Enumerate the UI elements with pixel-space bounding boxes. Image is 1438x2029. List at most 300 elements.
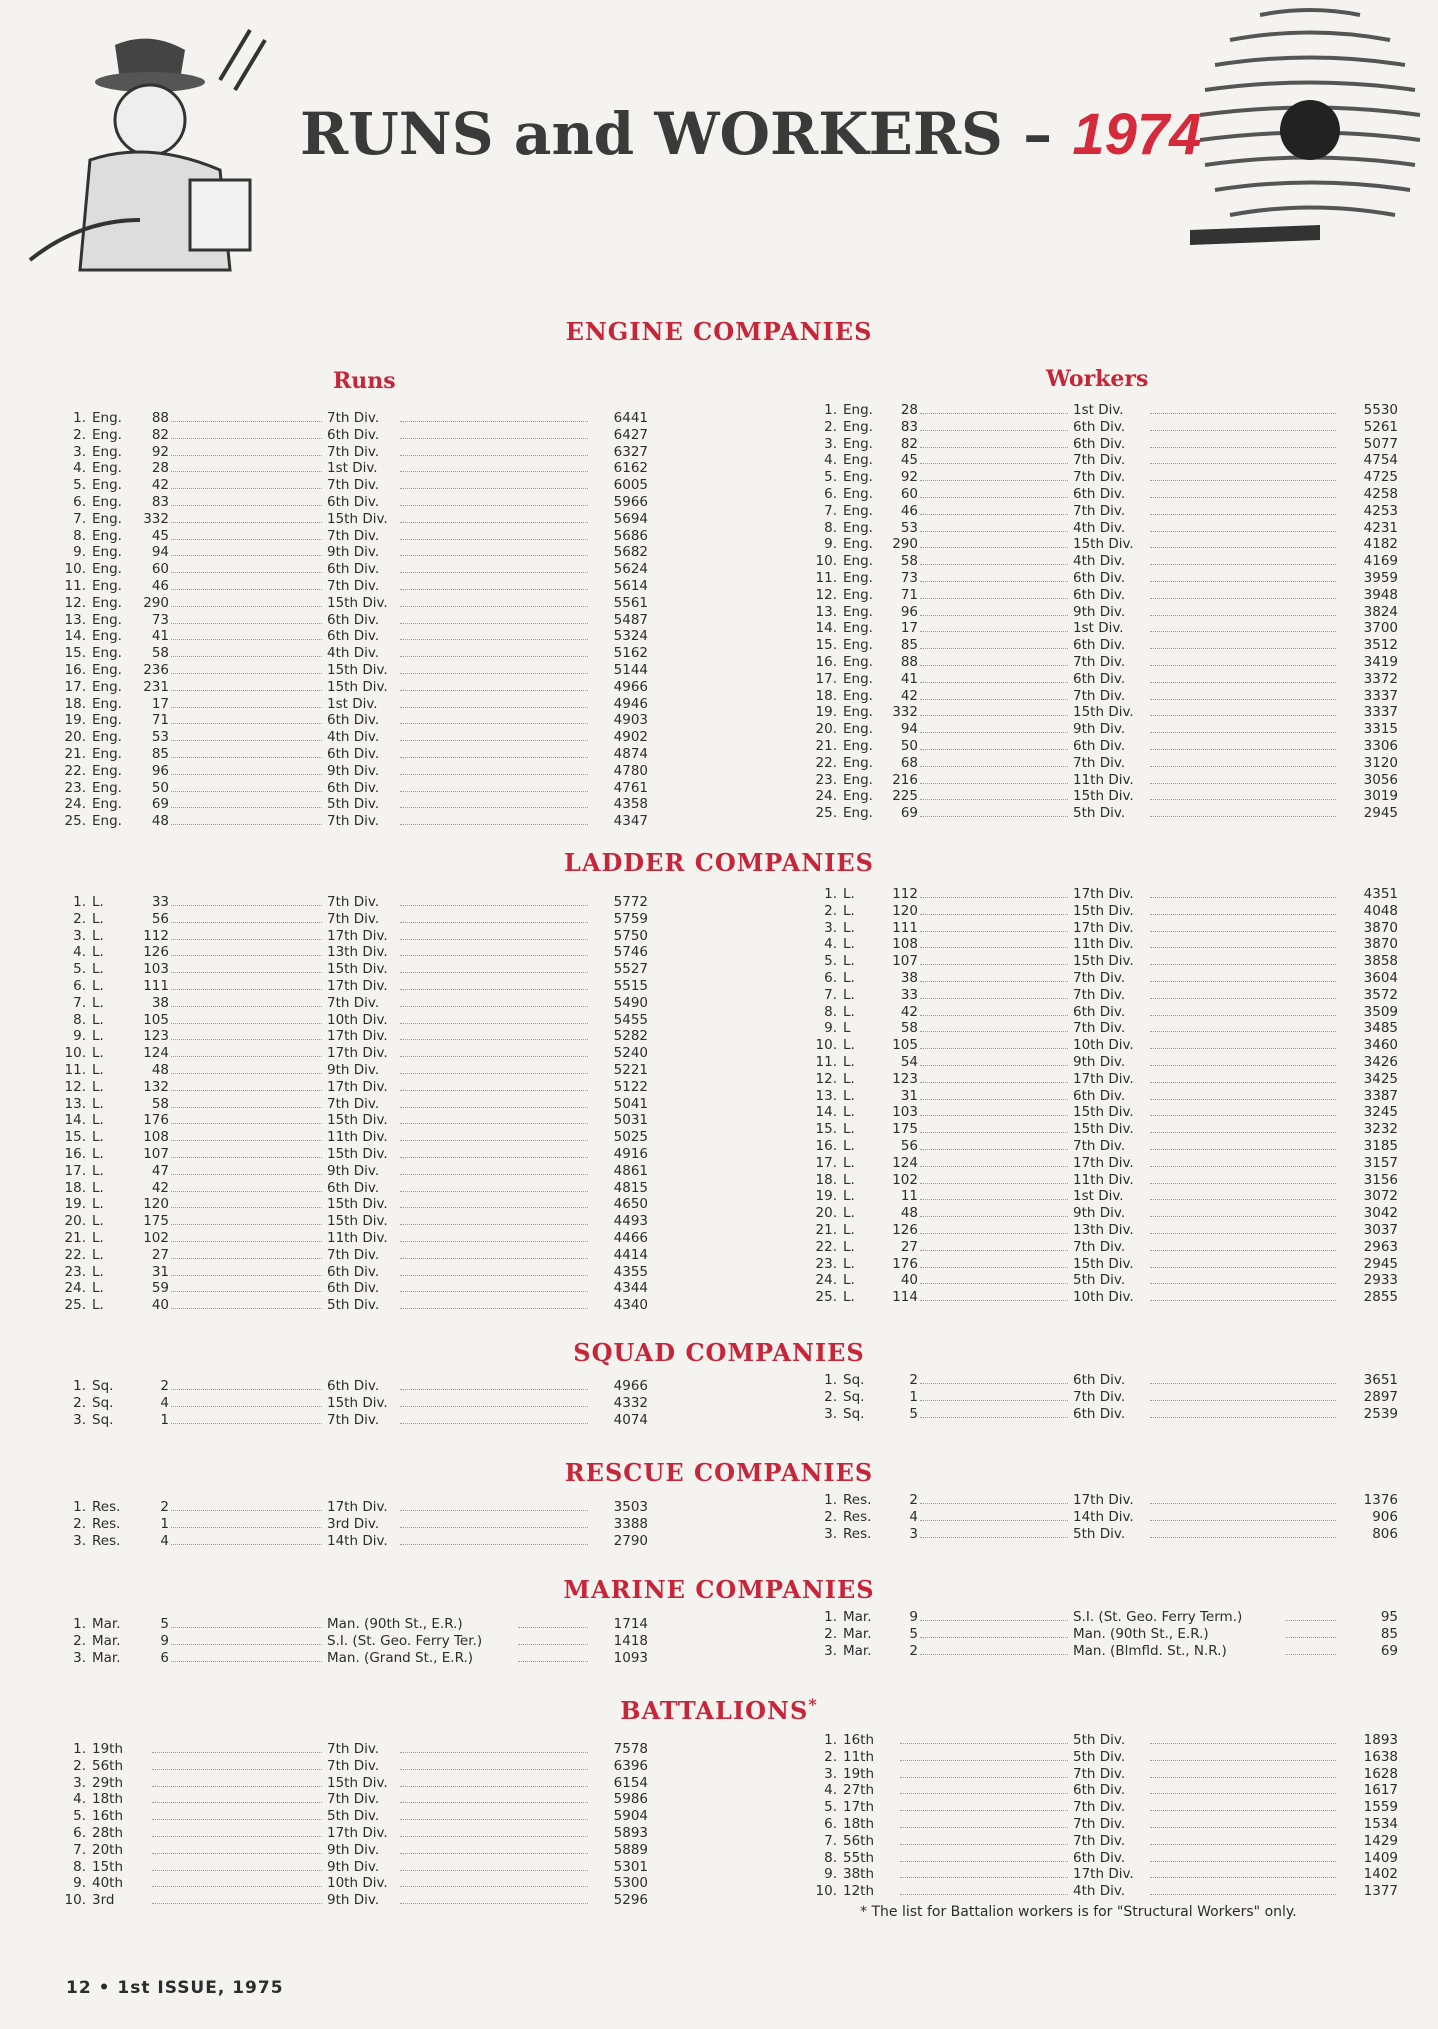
- division: 15th Div.: [1073, 704, 1134, 721]
- count-value: 5296: [588, 1892, 650, 1909]
- company-number: 50: [129, 780, 171, 797]
- unit-type: L.: [843, 1221, 855, 1238]
- leader-dots: [920, 503, 1068, 515]
- company-number: 4: [129, 1395, 171, 1412]
- count-value: 4650: [588, 1196, 650, 1213]
- leader-dots: [1150, 1256, 1336, 1268]
- rank: 14.: [815, 620, 837, 637]
- leader-dots: [920, 1188, 1068, 1200]
- unit-type: L.: [843, 1053, 855, 1070]
- count-value: 3037: [1338, 1222, 1400, 1239]
- division: 7th Div.: [327, 577, 380, 594]
- unit-type: L.: [843, 1003, 855, 1020]
- unit-type: Eng.: [92, 443, 122, 460]
- leader-dots: [1150, 805, 1336, 817]
- leader-dots: [1150, 987, 1336, 999]
- count-value: 5966: [588, 494, 650, 511]
- table-row: [0, 920, 1438, 937]
- unit-type: Eng.: [92, 745, 122, 762]
- count-value: 4340: [588, 1297, 650, 1314]
- table-row: [0, 620, 1438, 637]
- leader-dots: [1150, 1272, 1336, 1284]
- unit-type: L.: [843, 936, 855, 953]
- count-value: 1429: [1338, 1833, 1400, 1850]
- count-value: 5301: [588, 1859, 650, 1876]
- division: 7th Div.: [327, 1757, 380, 1774]
- unit-type: Eng.: [843, 435, 873, 452]
- company-number: 17: [878, 620, 920, 637]
- table-row: [0, 970, 1438, 987]
- workers-header: Workers: [1046, 366, 1149, 392]
- division: 6th Div.: [1073, 1087, 1126, 1104]
- division: 6th Div.: [327, 1378, 380, 1394]
- section-title: [0, 1458, 1438, 1487]
- title-text: RUNS and WORKERS: [300, 100, 1003, 168]
- company-number: 92: [129, 444, 171, 461]
- unit-type: L.: [843, 919, 855, 936]
- rank: 14.: [64, 628, 86, 645]
- count-value: 6396: [588, 1758, 650, 1775]
- count-value: 4493: [588, 1213, 650, 1230]
- unit-type: L.: [92, 1297, 104, 1314]
- leader-dots: [1150, 1799, 1336, 1811]
- company-number: 2: [878, 1643, 920, 1660]
- leader-dots: [920, 436, 1068, 448]
- count-value: 4048: [1338, 903, 1400, 920]
- leader-dots: [920, 1256, 1068, 1268]
- leader-dots: [920, 671, 1068, 683]
- leader-dots: [920, 1526, 1068, 1538]
- rank: 20.: [64, 1213, 86, 1230]
- company-number: 123: [129, 1028, 171, 1045]
- leader-dots: [1150, 1782, 1336, 1794]
- division: 15th Div.: [1073, 1104, 1134, 1121]
- count-value: 2963: [1338, 1239, 1400, 1256]
- leader-dots: [920, 1054, 1068, 1066]
- company-number: 5: [878, 1406, 920, 1423]
- rank: 13.: [64, 1095, 86, 1112]
- company-number: 124: [129, 1045, 171, 1062]
- company-number: 38: [878, 970, 920, 987]
- issue-label: 1st ISSUE, 1975: [117, 1978, 284, 1998]
- count-value: 3460: [1338, 1037, 1400, 1054]
- leader-dots: [920, 1138, 1068, 1150]
- division: 6th Div.: [1073, 1782, 1126, 1799]
- leader-dots: [920, 953, 1068, 965]
- leader-dots: [1150, 1372, 1336, 1384]
- workers-list: [0, 1732, 1438, 1900]
- leader-dots: [920, 1389, 1068, 1401]
- division: 17th Div.: [327, 1499, 388, 1515]
- leader-dots: [900, 1799, 1068, 1811]
- division: 9th Div.: [327, 1162, 380, 1179]
- rank: 5.: [824, 953, 837, 970]
- company-number: 82: [878, 436, 920, 453]
- division: 4th Div.: [327, 645, 380, 662]
- rank: 10.: [815, 553, 837, 570]
- count-value: 5324: [588, 628, 650, 645]
- leader-dots: [920, 805, 1068, 817]
- table-row: [0, 1526, 1438, 1543]
- company-number: 126: [129, 944, 171, 961]
- company-number: 290: [129, 595, 171, 612]
- company-number: 103: [129, 961, 171, 978]
- unit-type: L.: [843, 1137, 855, 1154]
- count-value: 4874: [588, 746, 650, 763]
- workers-list: [0, 402, 1438, 822]
- leader-dots: [920, 1272, 1068, 1284]
- division: 6th Div.: [1073, 637, 1126, 654]
- company-number: 28: [878, 402, 920, 419]
- division: 1st Div.: [1073, 620, 1124, 637]
- page-number: 12: [66, 1978, 92, 1998]
- company-number: 48: [129, 813, 171, 830]
- division: 17th Div.: [327, 1824, 388, 1841]
- division: 15th Div.: [327, 510, 388, 527]
- company-number: 216: [878, 772, 920, 789]
- unit-type: Eng.: [843, 788, 873, 805]
- count-value: 1628: [1338, 1766, 1400, 1783]
- company-number: 176: [878, 1256, 920, 1273]
- division: 17th Div.: [327, 927, 388, 944]
- rank: 21.: [64, 745, 86, 762]
- count-value: 3509: [1338, 1004, 1400, 1021]
- table-row: [0, 1833, 1438, 1850]
- division: 6th Div.: [327, 779, 380, 796]
- leader-dots: [920, 1406, 1068, 1418]
- unit-type: L.: [92, 1061, 104, 1078]
- leader-dots: [1150, 1205, 1336, 1217]
- rank: 1.: [824, 1372, 837, 1388]
- leader-dots: [920, 1372, 1068, 1384]
- workers-list: [0, 1492, 1438, 1542]
- company-number: 83: [129, 494, 171, 511]
- hose-handles: [220, 30, 265, 90]
- count-value: 5282: [588, 1028, 650, 1045]
- count-value: 4902: [588, 729, 650, 746]
- company-number: 69: [878, 805, 920, 822]
- count-value: 3372: [1338, 671, 1400, 688]
- count-value: 2539: [1338, 1406, 1400, 1423]
- company-number: 58: [129, 1096, 171, 1113]
- count-value: 5031: [588, 1112, 650, 1129]
- table-row: [0, 805, 1438, 822]
- leader-dots: [920, 1004, 1068, 1016]
- leader-dots: [920, 704, 1068, 716]
- leader-dots: [1150, 738, 1336, 750]
- company-number: 111: [878, 920, 920, 937]
- rank: 5.: [824, 469, 837, 486]
- leader-dots: [1150, 536, 1336, 548]
- leader-dots: [1150, 920, 1336, 932]
- workers-list: [0, 886, 1438, 1306]
- company-number: 73: [878, 570, 920, 587]
- division: 17th Div.: [327, 1078, 388, 1095]
- count-value: 3700: [1338, 620, 1400, 637]
- section-title: [0, 317, 1438, 346]
- company-number: 9: [129, 1633, 171, 1650]
- company-number: 73: [129, 612, 171, 629]
- count-value: 5527: [588, 961, 650, 978]
- unit-type: Eng.: [843, 569, 873, 586]
- count-value: 69: [1338, 1643, 1400, 1660]
- leader-dots: [900, 1749, 1068, 1761]
- head-shape: [115, 85, 185, 155]
- leader-dots: [920, 1172, 1068, 1184]
- unit-type: L.: [92, 1129, 104, 1146]
- rank: 2.: [824, 1748, 837, 1765]
- company-number: 42: [129, 1180, 171, 1197]
- leader-dots: [920, 1155, 1068, 1167]
- rank: 4.: [824, 452, 837, 469]
- leader-dots: [1150, 1188, 1336, 1200]
- count-value: 3072: [1338, 1188, 1400, 1205]
- division: 7th Div.: [1073, 452, 1126, 469]
- table-row: [0, 1866, 1438, 1883]
- rank: 22.: [64, 1246, 86, 1263]
- division: 9th Div.: [327, 544, 380, 561]
- leader-dots: [1150, 1883, 1336, 1895]
- company-number: 3: [878, 1526, 920, 1543]
- division: 7th Div.: [327, 443, 380, 460]
- leader-dots: [920, 452, 1068, 464]
- company-number: 82: [129, 427, 171, 444]
- leader-dots: [1150, 1121, 1336, 1133]
- rank: 12.: [815, 586, 837, 603]
- division: 4th Div.: [1073, 553, 1126, 570]
- rank: 18.: [64, 1179, 86, 1196]
- division: 6th Div.: [327, 611, 380, 628]
- rank: 21.: [64, 1229, 86, 1246]
- table-row: [0, 788, 1438, 805]
- count-value: 3157: [1338, 1155, 1400, 1172]
- unit-type: L.: [843, 1238, 855, 1255]
- division: 7th Div.: [1073, 1832, 1126, 1849]
- division: 6th Div.: [327, 561, 380, 578]
- unit-type: Eng.: [843, 536, 873, 553]
- company-number: 236: [129, 662, 171, 679]
- division: 15th Div.: [327, 1112, 388, 1129]
- table-row: [0, 469, 1438, 486]
- company-number: 69: [129, 796, 171, 813]
- table-row: [0, 1816, 1438, 1833]
- rank: 7.: [824, 986, 837, 1003]
- division: 17th Div.: [1073, 1070, 1134, 1087]
- count-value: 4351: [1338, 886, 1400, 903]
- count-value: 3337: [1338, 688, 1400, 705]
- table-row: [0, 1256, 1438, 1273]
- table-row: [0, 1172, 1438, 1189]
- rank: 7.: [73, 510, 86, 527]
- unit-type: 17th: [843, 1799, 875, 1816]
- unit-type: Eng.: [843, 502, 873, 519]
- count-value: 4966: [588, 679, 650, 696]
- company-number: 126: [878, 1222, 920, 1239]
- unit-type: L.: [843, 953, 855, 970]
- count-value: 4903: [588, 712, 650, 729]
- leader-dots: [1150, 469, 1336, 481]
- count-value: 3959: [1338, 570, 1400, 587]
- rank: 10.: [815, 1037, 837, 1054]
- leader-dots: [1150, 503, 1336, 515]
- table-row: [0, 688, 1438, 705]
- division: 7th Div.: [327, 813, 380, 830]
- count-value: 3572: [1338, 987, 1400, 1004]
- unit-type: L.: [92, 977, 104, 994]
- unit-type: Mar.: [92, 1649, 121, 1666]
- unit-type: Eng.: [843, 737, 873, 754]
- company-number: 85: [129, 746, 171, 763]
- count-value: 5162: [588, 645, 650, 662]
- company-number: 42: [878, 688, 920, 705]
- rank: 16.: [64, 661, 86, 678]
- division: 7th Div.: [1073, 469, 1126, 486]
- company-number: 2: [129, 1499, 171, 1516]
- company-number: 1: [129, 1516, 171, 1533]
- unit-type: Eng.: [843, 637, 873, 654]
- count-value: 5772: [588, 894, 650, 911]
- company-number: 332: [129, 511, 171, 528]
- count-value: 1534: [1338, 1816, 1400, 1833]
- division: 7th Div.: [327, 477, 380, 494]
- table-row: [0, 755, 1438, 772]
- unit-type: Eng.: [92, 561, 122, 578]
- count-value: 3185: [1338, 1138, 1400, 1155]
- company-number: 4: [129, 1533, 171, 1550]
- table-row: [0, 452, 1438, 469]
- division: 13th Div.: [327, 944, 388, 961]
- company-number: 120: [878, 903, 920, 920]
- division: 3rd Div.: [327, 1515, 380, 1532]
- count-value: 5490: [588, 995, 650, 1012]
- unit-type: Eng.: [843, 653, 873, 670]
- unit-type: Eng.: [843, 452, 873, 469]
- unit-type: L.: [92, 1229, 104, 1246]
- company-number: 231: [129, 679, 171, 696]
- leader-dots: [1150, 1104, 1336, 1116]
- workers-list: [0, 1372, 1438, 1422]
- division: 6th Div.: [1073, 1372, 1126, 1388]
- count-value: 3870: [1338, 920, 1400, 937]
- rank: 8.: [73, 527, 86, 544]
- count-value: 4916: [588, 1146, 650, 1163]
- rank: 1.: [824, 402, 837, 418]
- division: 5th Div.: [327, 1297, 380, 1314]
- table-row: [0, 1037, 1438, 1054]
- count-value: 3056: [1338, 772, 1400, 789]
- division: 17th Div.: [327, 1045, 388, 1062]
- company-number: 42: [129, 477, 171, 494]
- company-number: 11: [878, 1188, 920, 1205]
- count-value: 5221: [588, 1062, 650, 1079]
- unit-type: L.: [92, 1112, 104, 1129]
- count-value: 3387: [1338, 1088, 1400, 1105]
- division: 7th Div.: [327, 410, 380, 426]
- rank: 1.: [824, 1492, 837, 1508]
- rank: 2.: [824, 1625, 837, 1642]
- table-row: [0, 772, 1438, 789]
- count-value: 5746: [588, 944, 650, 961]
- rank: 20.: [64, 729, 86, 746]
- count-value: 5904: [588, 1808, 650, 1825]
- rank: 10.: [64, 1892, 86, 1909]
- unit-type: Eng.: [843, 586, 873, 603]
- division: 7th Div.: [1073, 969, 1126, 986]
- leader-dots: [1150, 1749, 1336, 1761]
- division: 11th Div.: [1073, 936, 1134, 953]
- rank: 18.: [815, 687, 837, 704]
- unit-type: Eng.: [92, 779, 122, 796]
- section-title-text: RESCUE COMPANIES: [564, 1458, 874, 1487]
- count-value: 6441: [588, 410, 650, 427]
- company-number: 58: [129, 645, 171, 662]
- rank: 7.: [824, 502, 837, 519]
- company-number: 83: [878, 419, 920, 436]
- unit-type: Eng.: [843, 721, 873, 738]
- division: 9th Div.: [1073, 721, 1126, 738]
- rank: 2.: [73, 426, 86, 443]
- rank: 20.: [815, 721, 837, 738]
- rank: 5.: [73, 961, 86, 978]
- table-row: [0, 1004, 1438, 1021]
- table-row: [0, 1626, 1438, 1643]
- table-row: [0, 987, 1438, 1004]
- leader-dots: [1150, 1020, 1336, 1032]
- leader-dots: [920, 738, 1068, 750]
- unit-type: Res.: [843, 1508, 872, 1525]
- company-number: 27: [129, 1247, 171, 1264]
- count-value: 4231: [1338, 520, 1400, 537]
- rank: 24.: [64, 796, 86, 813]
- company-number: 5: [129, 1616, 171, 1633]
- rank: 11.: [64, 1061, 86, 1078]
- division: 11th Div.: [327, 1129, 388, 1146]
- unit-type: Eng.: [843, 469, 873, 486]
- division: 7th Div.: [1073, 986, 1126, 1003]
- company-number: 2: [129, 1378, 171, 1395]
- division: 5th Div.: [1073, 1272, 1126, 1289]
- division: 6th Div.: [327, 1263, 380, 1280]
- division: 9th Div.: [327, 1841, 380, 1858]
- table-row: [0, 402, 1438, 419]
- company-number: 58: [878, 553, 920, 570]
- company-number: 60: [129, 561, 171, 578]
- table-row: [0, 1850, 1438, 1867]
- table-row: [0, 1749, 1438, 1766]
- count-value: 1376: [1338, 1492, 1400, 1509]
- table-row: [0, 1020, 1438, 1037]
- count-value: 5122: [588, 1079, 650, 1096]
- rank: 18.: [815, 1171, 837, 1188]
- section-title-text: LADDER COMPANIES: [564, 848, 874, 877]
- rank: 19.: [815, 704, 837, 721]
- count-value: 5682: [588, 544, 650, 561]
- unit-type: L.: [843, 969, 855, 986]
- rank: 9.: [824, 536, 837, 553]
- table-row: [0, 570, 1438, 587]
- leader-dots: [1150, 570, 1336, 582]
- section-title: [0, 848, 1438, 877]
- company-number: 114: [878, 1289, 920, 1306]
- company-number: 33: [878, 987, 920, 1004]
- unit-type: L.: [843, 1255, 855, 1272]
- division: 15th Div.: [1073, 1121, 1134, 1138]
- table-row: [0, 654, 1438, 671]
- rank: 1.: [73, 1378, 86, 1394]
- unit-type: Mar.: [843, 1609, 872, 1625]
- company-number: 102: [878, 1172, 920, 1189]
- table-row: [0, 436, 1438, 453]
